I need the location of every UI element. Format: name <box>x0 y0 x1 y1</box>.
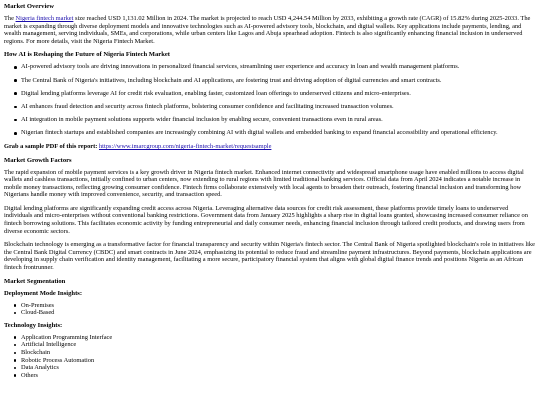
growth-factors-heading: Market Growth Factors <box>4 156 72 164</box>
list-item: Others <box>14 372 536 380</box>
list-item: Application Programming Interface <box>14 334 536 342</box>
market-overview-heading: Market Overview <box>4 3 54 10</box>
intro-text-rest: size reached USD 1,131.02 Million in 2024. The market is projected to reach USD 4,244.54 Million by 2033, exhibiting a growth rate (CAGR) of 15.82% during 2025-2033. The market is expanding through diverse deployment models and innovative technologies such as AI-powered advisory tools, blockchain, and digital wallets. Key applications include payments, lending, and wealth management, serving individuals, SMEs, and corporations, while urban centers like Lagos and Abuja spearhead adoption. Fintech is also significantly enhancing financial inclusion in underserved regions. For more details, visit the Nigeria Fintech Market. <box>4 15 531 45</box>
ai-bullet: AI enhances fraud detection and security across fintech platforms, bolstering consumer confidence and facilitating increased transaction volumes. <box>14 103 536 111</box>
ai-bullet: Nigerian fintech startups and established companies are increasingly combining AI with digital wallets and embedded banking to expand financial accessibility and operational efficiency. <box>14 129 536 137</box>
ai-bullet: Digital lending platforms leverage AI for credit risk evaluation, enabling faster, customized loan offerings to underserved citizens and micro-enterprises. <box>14 90 536 98</box>
sample-pdf-label: Grab a sample PDF of this report: <box>4 142 98 150</box>
ai-bullet: AI integration in mobile payment solutions supports wider financial inclusion by enabling secure, convenient transactions even in rural areas. <box>14 116 536 124</box>
sample-pdf-link[interactable]: https://www.imarcgroup.com/nigeria-fintech-market/requestsample <box>98 142 272 150</box>
ai-bullet: AI-powered advisory tools are driving innovations in personalized financial services, streamlining user experience and accuracy in loan and wealth management platforms. <box>14 63 536 71</box>
growth-paragraph: The rapid expansion of mobile payment services is a key growth driver in Nigeria fintech market. Enhanced internet connectivity and widespread smartphone usage have enabled millions to access digital wallets and cashless transactions, initially confined to urban centers, now extending to rural regions with limited traditional banking services. Official data from April 2024 indicates a notable increase in mobile money transactions, reflecting growing consumer confidence. Fintech firms collaborate extensively with local agents to broaden their outreach, fostering financial inclusion and transforming how Nigerians handle money with improved convenience, security, and transaction speed. <box>4 168 524 199</box>
growth-paragraph: Blockchain technology is emerging as a transformative factor for financial transparency and security within Nigeria's fintech sector. The Central Bank of Nigeria spotlighted blockchain's role in initiatives like the Central Bank Digital Currency (CBDC) and smart contracts in June 2024, emphasizing its potential to reduce fraud and streamline payment infrastructures. Beyond payments, blockchain applications are developing in supply chain verification and identity management, facilitating a more secure, participatory financial system that aligns with global digital finance trends and positions Nigeria as an African fintech frontrunner. <box>4 241 535 272</box>
segmentation-heading: Market Segmentation <box>4 277 66 285</box>
technology-list <box>4 334 536 380</box>
ai-bullet-list <box>4 63 536 137</box>
technology-heading: Technology Insights: <box>4 321 63 329</box>
list-item: On-Premises <box>14 302 536 310</box>
deployment-mode-list <box>4 302 536 317</box>
sample-pdf-line <box>4 143 536 151</box>
ai-bullet: The Central Bank of Nigeria's initiatives, including blockchain and AI applications, are fostering trust and driving adoption of digital currencies and smart contracts. <box>14 77 536 85</box>
list-item: Blockchain <box>14 349 536 357</box>
growth-paragraph: Digital lending platforms are significantly expanding credit access across Nigeria. Leveraging alternative data sources for credit risk assessment, these platforms provide timely loans to underserved individuals and micro-enterprises without conventional banking restrictions. Government data from January 2025 highlights a sharp rise in digital loans granted, showcasing increased consumer reliance on fintech borrowing solutions. This facilitates economic activity by funding entrepreneurial and daily consumer needs, enhancing financial inclusion through tailored credit products, and drawing users from diverse economic sectors. <box>4 204 528 235</box>
list-item: Cloud-Based <box>14 309 536 317</box>
list-item: Data Analytics <box>14 364 536 372</box>
deployment-mode-heading: Deployment Mode Insights: <box>4 289 83 297</box>
nigeria-fintech-market-link[interactable]: Nigeria fintech market <box>15 15 74 22</box>
market-overview-paragraph <box>4 15 536 45</box>
list-item: Robotic Process Automation <box>14 357 536 365</box>
list-item: Artificial Intelligence <box>14 341 536 349</box>
intro-text-start: The <box>4 15 16 22</box>
ai-section-heading: How AI is Reshaping the Future of Nigeria Fintech Market <box>4 51 170 59</box>
